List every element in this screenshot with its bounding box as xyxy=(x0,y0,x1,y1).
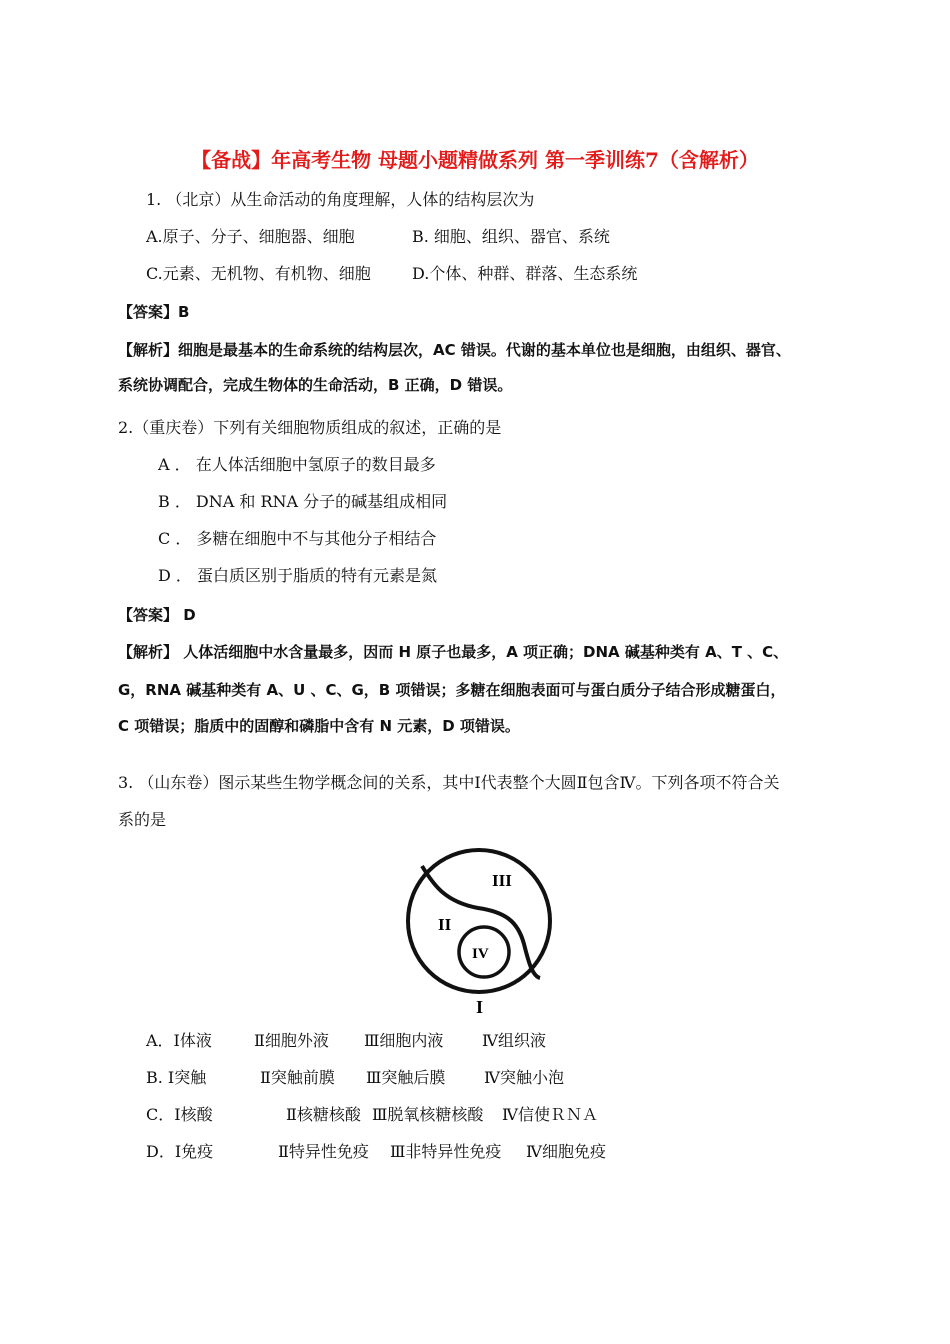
q3-b-ii: Ⅱ突触前膜 xyxy=(260,1068,335,1087)
q2-answer: 【答案】 D xyxy=(118,606,196,624)
q3-c-iii: Ⅲ脱氧核糖核酸 xyxy=(372,1105,484,1124)
q1-analysis-line-1: 【解析】细胞是最基本的生命系统的结构层次，AC 错误。代谢的基本单位也是细胞，由组织、器官、 xyxy=(118,341,791,359)
q3-d-iv: Ⅳ细胞免疫 xyxy=(526,1142,606,1161)
q1-stem: 1. （北京）从生命活动的角度理解，人体的结构层次为 xyxy=(146,190,535,209)
q3-b-iii: Ⅲ突触后膜 xyxy=(366,1068,446,1087)
label-ii: II xyxy=(438,915,452,934)
q2-analysis-line-1: 【解析】 人体活细胞中水含量最多，因而 H 原子也最多，A 项正确；DNA 碱基种类有 A、T 、C、 xyxy=(118,643,789,661)
q3-stem-line-1: 3. （山东卷）图示某些生物学概念间的关系，其中Ⅰ代表整个大圆Ⅱ包含Ⅳ。下列各项不符合关 xyxy=(118,773,780,792)
q3-option-c xyxy=(146,1105,598,1125)
label-iii: III xyxy=(492,871,512,890)
q1-option-a: A.原子、分子、细胞器、细胞 xyxy=(146,227,355,246)
q3-d-ii: Ⅱ特异性免疫 xyxy=(278,1142,369,1161)
q1-analysis-line-2: 系统协调配合，完成生物体的生命活动，B 正确，D 错误。 xyxy=(118,376,513,394)
q2-stem: 2.（重庆卷）下列有关细胞物质组成的叙述，正确的是 xyxy=(118,418,502,437)
q3-option-d xyxy=(146,1142,606,1162)
concept-circle-diagram xyxy=(400,848,560,1016)
q3-a-iii: Ⅲ细胞内液 xyxy=(364,1031,444,1050)
q3-option-b xyxy=(146,1068,564,1088)
q3-b-iv: Ⅳ突触小泡 xyxy=(484,1068,564,1087)
q3-b-i: B. Ⅰ突触 xyxy=(146,1068,207,1087)
q2-analysis-line-3: C 项错误；脂质中的固醇和磷脂中含有 N 元素，D 项错误。 xyxy=(118,717,520,735)
q1-option-d: D.个体、种群、群落、生态系统 xyxy=(412,264,638,283)
label-i: I xyxy=(476,997,484,1016)
q3-c-i: C．Ⅰ核酸 xyxy=(146,1105,213,1124)
q2-option-b: B ． DNA 和 RNA 分子的碱基组成相同 xyxy=(158,492,448,511)
q3-c-iv: Ⅳ信使ＲＮＡ xyxy=(502,1105,598,1124)
q3-a-i: A．Ⅰ体液 xyxy=(146,1031,212,1050)
q3-stem-line-2: 系的是 xyxy=(118,810,167,829)
q2-analysis-line-2: G，RNA 碱基种类有 A、U 、C、G，B 项错误；多糖在细胞表面可与蛋白质分子结合形成糖蛋白， xyxy=(118,681,786,699)
q2-option-d: D ． 蛋白质区别于脂质的特有元素是氮 xyxy=(158,566,438,585)
q2-option-a: A ． 在人体活细胞中氢原子的数目最多 xyxy=(158,455,436,474)
q1-option-b: B. 细胞、组织、器官、系统 xyxy=(412,227,610,246)
q1-option-c: C.元素、无机物、有机物、细胞 xyxy=(146,264,371,283)
page-title: 【备战】年高考生物 母题小题精做系列 第一季训练7（含解析） xyxy=(191,148,759,172)
q1-answer: 【答案】B xyxy=(118,303,190,321)
outer-circle xyxy=(408,850,550,992)
q2-option-c: C ． 多糖在细胞中不与其他分子相结合 xyxy=(158,529,437,548)
q3-d-iii: Ⅲ非特异性免疫 xyxy=(390,1142,502,1161)
q3-a-iv: Ⅳ组织液 xyxy=(482,1031,546,1050)
q3-d-i: D．Ⅰ免疫 xyxy=(146,1142,214,1161)
q3-c-ii: Ⅱ核糖核酸 xyxy=(286,1105,361,1124)
label-iv: IV xyxy=(472,946,489,962)
q3-a-ii: Ⅱ细胞外液 xyxy=(254,1031,329,1050)
q3-option-a xyxy=(146,1031,546,1051)
